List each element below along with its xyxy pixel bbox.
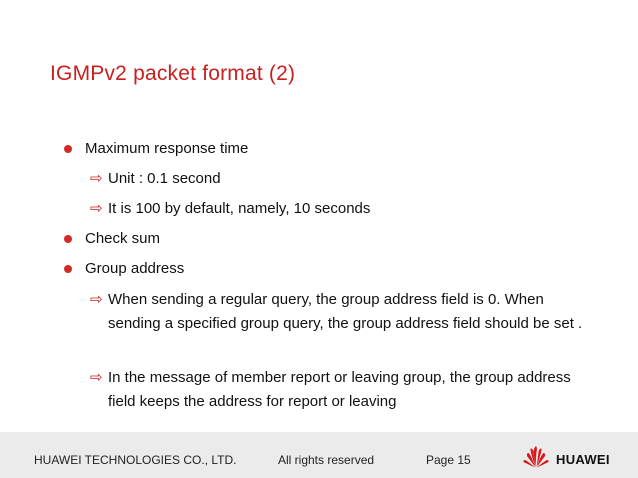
hollow-right-arrow-icon: ⇨ <box>90 291 103 308</box>
bullet-dot-icon <box>64 235 72 243</box>
sub-bullet-item <box>90 197 600 221</box>
bullet-dot-icon <box>64 265 72 273</box>
bullet-text: Group address <box>85 260 185 277</box>
sub-bullet-text: In the message of member report or leaving group, the group address field keeps the address for report or leaving <box>108 369 571 410</box>
slide-title: IGMPv2 packet format (2) <box>50 62 296 85</box>
bullet-dot-icon <box>64 145 72 153</box>
bullet-item <box>64 140 248 157</box>
hollow-right-arrow-icon: ⇨ <box>90 170 103 187</box>
huawei-logo-text: HUAWEI <box>556 452 610 467</box>
sub-bullet-text: It is 100 by default, namely, 10 seconds <box>108 200 371 217</box>
footer-rights: All rights reserved <box>278 453 375 467</box>
hollow-right-arrow-icon: ⇨ <box>90 369 103 386</box>
bullet-text: Check sum <box>85 230 161 247</box>
sub-bullet-text: Unit : 0.1 second <box>108 170 221 187</box>
footer-page-number: Page 15 <box>426 453 471 467</box>
bullet-item <box>64 230 160 247</box>
sub-bullet-item <box>90 366 600 414</box>
sub-bullet-item <box>90 167 600 191</box>
hollow-right-arrow-icon: ⇨ <box>90 200 103 217</box>
footer-company: HUAWEI TECHNOLOGIES CO., LTD. <box>34 453 237 467</box>
sub-bullet-text: When sending a regular query, the group address field is 0. When sending a specified group query, the group address field should be set . <box>108 291 583 332</box>
bullet-text: Maximum response time <box>85 140 249 157</box>
sub-bullet-item <box>90 288 600 336</box>
bullet-item <box>64 260 184 277</box>
huawei-logo-icon <box>522 445 550 469</box>
